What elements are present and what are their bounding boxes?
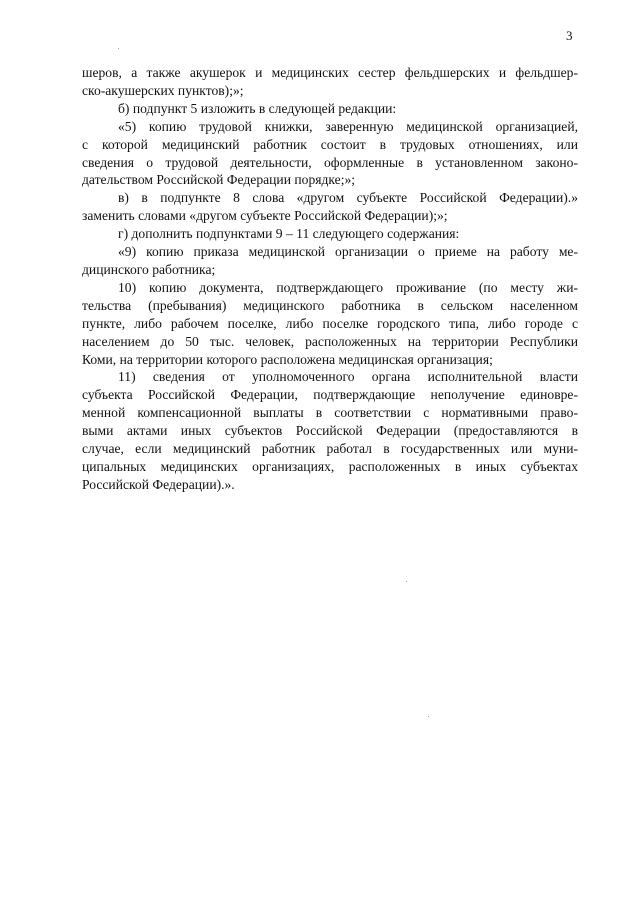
document-body [82,64,578,494]
text-line: шеров, а также акушерок и медицинских сестер фельдшерских и фельдшер- [82,65,578,80]
page-number: 3 [566,28,573,43]
text-line: сведения о трудовой деятельности, оформленные в установленном законо- [82,154,578,170]
text-line: пункте, либо рабочем поселке, либо поселке городского типа, либо городе с [82,315,578,331]
text-line: г) дополнить подпунктами 9 – 11 следующего содержания: [118,226,460,242]
text-line: дицинского работника; [82,261,216,277]
text-line: случае, если медицинский работник работал в государственных или муни- [82,441,578,457]
text-line: б) подпункт 5 изложить в следующей редакции: [118,100,397,116]
text-line: Коми, на территории которого расположена медицинская организация; [82,351,493,367]
text-line: субъекта Российской Федерации, подтверждающие неполучение единовре- [82,387,578,403]
text-line: 11) сведения от уполномоченного органа исполнительной власти [118,369,578,385]
scan-speck [428,716,429,717]
text-line: в) в подпункте 8 слова «другом субъекте Российской Федерации).» [118,190,578,206]
text-line: ципальных медицинских организациях, расположенных в иных субъектах [82,458,578,474]
text-line: «9) копию приказа медицинской организации о приеме на работу ме- [118,244,578,260]
text-line: дательством Российской Федерации порядке;»; [82,172,356,188]
scan-speck [118,48,119,49]
text-line: ско-акушерских пунктов);»; [82,82,244,98]
scan-speck [406,581,407,582]
text-line: «5) копию трудовой книжки, заверенную медицинской организацией, [118,118,578,134]
text-line: менной компенсационной выплаты в соответствии с нормативными право- [82,405,578,421]
text-line: с которой медицинский работник состоит в трудовых отношениях, или [82,136,578,152]
text-line: Российской Федерации).». [82,476,235,492]
text-line: тельства (пребывания) медицинского работника в сельском населенном [82,297,578,313]
text-line: населением до 50 тыс. человек, расположенных на территории Республики [82,333,578,349]
text-line: заменить словами «другом субъекте Российской Федерации);»; [82,208,448,224]
text-line: 10) копию документа, подтверждающего проживание (по месту жи- [118,279,578,295]
text-line: выми актами иных субъектов Российской Федерации (предоставляются в [82,423,578,439]
